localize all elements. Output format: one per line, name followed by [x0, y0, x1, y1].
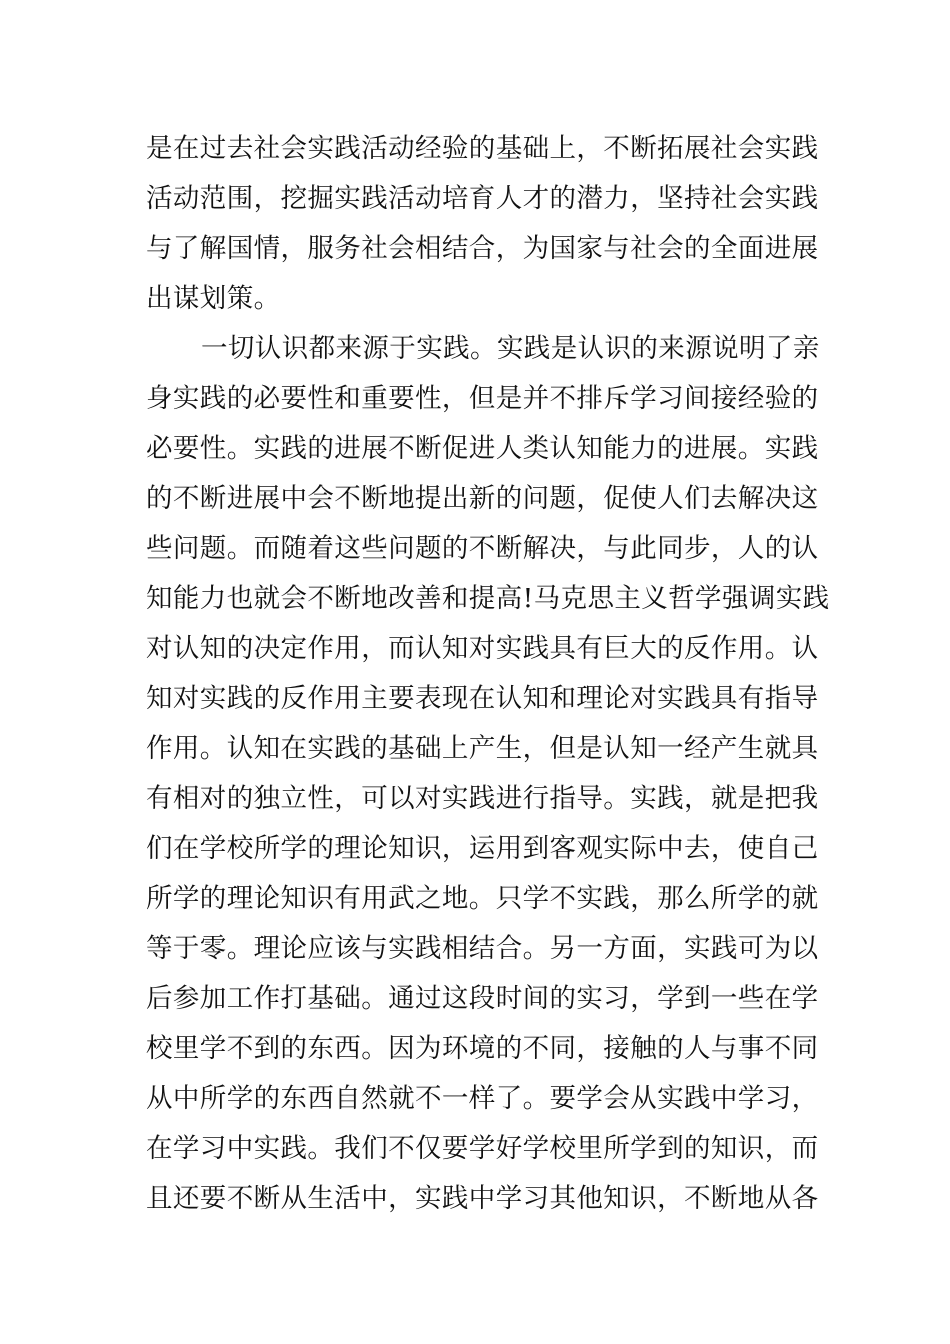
- text-line: 等于零。理论应该与实践相结合。另一方面，实践可为以: [146, 933, 819, 964]
- text-line: 与了解国情，服务社会相结合，为国家与社会的全面进展: [146, 233, 819, 264]
- paragraph-1: [146, 124, 819, 324]
- text-line: 对认知的决定作用，而认知对实践具有巨大的反作用。认: [146, 633, 819, 664]
- text-line: 身实践的必要性和重要性，但是并不排斥学习间接经验的: [146, 383, 819, 414]
- text-line: 是在过去社会实践活动经验的基础上，不断拓展社会实践: [146, 133, 819, 164]
- text-line: 且还要不断从生活中，实践中学习其他知识，不断地从各: [146, 1183, 819, 1214]
- text-line: 必要性。实践的进展不断促进人类认知能力的进展。实践: [146, 433, 819, 464]
- text-line: 知对实践的反作用主要表现在认知和理论对实践具有指导: [146, 683, 819, 714]
- text-line: 些问题。而随着这些问题的不断解决，与此同步，人的认: [146, 533, 819, 564]
- text-line: 后参加工作打基础。通过这段时间的实习，学到一些在学: [146, 983, 819, 1014]
- text-line: 知能力也就会不断地改善和提高!马克思主义哲学强调实践: [146, 583, 830, 614]
- text-line: 所学的理论知识有用武之地。只学不实践，那么所学的就: [146, 883, 819, 914]
- text-line: 在学习中实践。我们不仅要学好学校里所学到的知识，而: [146, 1133, 819, 1164]
- text-line: 从中所学的东西自然就不一样了。要学会从实践中学习，: [146, 1083, 819, 1114]
- text-line: 活动范围，挖掘实践活动培育人才的潜力，坚持社会实践: [146, 183, 819, 214]
- text-line: 一切认识都来源于实践。实践是认识的来源说明了亲: [201, 333, 820, 364]
- paragraph-2: [146, 324, 830, 1224]
- text-line: 校里学不到的东西。因为环境的不同，接触的人与事不同: [146, 1033, 819, 1064]
- text-line: 作用。认知在实践的基础上产生，但是认知一经产生就具: [146, 733, 819, 764]
- text-line: 们在学校所学的理论知识，运用到客观实际中去，使自己: [146, 833, 819, 864]
- text-line: 的不断进展中会不断地提出新的问题，促使人们去解决这: [146, 483, 819, 514]
- text-line: 出谋划策。: [146, 283, 281, 314]
- text-line: 有相对的独立性，可以对实践进行指导。实践，就是把我: [146, 783, 819, 814]
